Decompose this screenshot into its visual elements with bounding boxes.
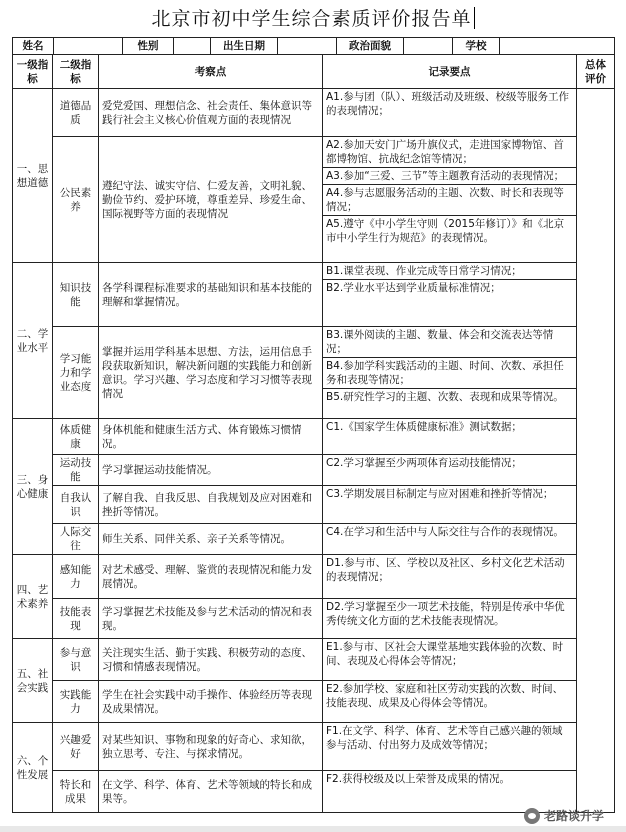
header-overall: 总体评价 [577, 55, 615, 89]
header-level1: 一级指标 [13, 55, 53, 89]
level2-indicator: 技能表现 [53, 599, 99, 639]
table-row [13, 137, 615, 263]
table-row [13, 455, 615, 486]
level1-indicator: 六、个性发展 [13, 723, 53, 813]
observation-point: 身体机能和健康生活方式、体育锻炼习惯情况。 [99, 419, 323, 455]
table-row [13, 639, 615, 681]
name-value[interactable] [54, 38, 123, 54]
record-item: A4.参与志愿服务活动的主题、次数、时长和表现等情况； [323, 185, 576, 216]
level2-indicator: 学习能力和学业态度 [53, 327, 99, 419]
table-row [13, 599, 615, 639]
header-row [13, 55, 615, 89]
record-item: C2.学习掌握至少两项体育运动技能情况； [326, 457, 522, 469]
level2-indicator: 人际交往 [53, 524, 99, 555]
horizontal-scrollbar[interactable] [0, 826, 626, 832]
record-points-cell [323, 486, 577, 524]
record-item: A3.参加“三爱、三节”等主题教育活动的表现情况； [323, 168, 576, 185]
record-item: E1.参与市、区社会大课堂基地实践体验的次数、时间、表现及心得体会等情况； [326, 641, 564, 667]
table-row [13, 524, 615, 555]
observation-point: 遵纪守法、诚实守信、仁爱友善，文明礼貌、勤俭节约、爱护环境，尊重差异、珍爱生命、国际视野等方面的表现情况 [99, 137, 323, 263]
table-row [13, 419, 615, 455]
record-item: F1.在文学、科学、体育、艺术等自己感兴趣的领域参与活动、付出努力及成效等情况； [326, 725, 563, 751]
level2-indicator: 体质健康 [53, 419, 99, 455]
record-item: C4.在学习和生活中与人际交往与合作的表现情况。 [326, 526, 564, 538]
record-points-cell [323, 327, 577, 419]
record-item: C3.学期发展目标制定与应对困难和挫折等情况； [326, 488, 554, 500]
text-cursor [474, 7, 475, 29]
record-item: F2.获得校级及以上荣誉及成果的情况。 [326, 773, 511, 785]
record-points-cell [323, 639, 577, 681]
observation-point: 掌握并运用学科基本思想、方法，运用信息手段获取新知识，解决新问题的实践能力和创新意识。学习兴趣、学习态度和学习习惯等表现情况 [99, 327, 323, 419]
record-item: A2.参加天安门广场升旗仪式，走进国家博物馆、首都博物馆、抗战纪念馆等情况； [323, 137, 576, 168]
level2-indicator: 实践能力 [53, 681, 99, 723]
header-level2: 二级指标 [53, 55, 99, 89]
record-points-cell [323, 524, 577, 555]
observation-point: 师生关系、同伴关系、亲子关系等情况。 [99, 524, 323, 555]
table-row [13, 263, 615, 327]
record-item: B3.课外阅读的主题、数量、体会和交流表达等情况； [323, 327, 576, 358]
gender-value[interactable] [174, 38, 211, 54]
table-row [13, 486, 615, 524]
level2-indicator: 特长和成果 [53, 771, 99, 813]
record-item: E2.参加学校、家庭和社区劳动实践的次数、时间、技能表现、成果及心得体会等情况。 [326, 683, 564, 709]
record-points-cell [323, 263, 577, 327]
record-points-cell [323, 555, 577, 599]
record-item: C1.《国家学生体质健康标准》测试数据； [326, 421, 522, 433]
table-row [13, 555, 615, 599]
record-item: D2.学习掌握至少一项艺术技能，特别是传承中华优秀传统文化方面的艺术技能表现情况。 [326, 601, 565, 627]
level2-indicator: 兴趣爱好 [53, 723, 99, 771]
record-points-cell [323, 599, 577, 639]
record-item: A1.参与团（队）、班级活动及班级、校级等服务工作的表现情况； [326, 91, 569, 117]
birthdate-value[interactable] [278, 38, 337, 54]
birthdate-label: 出生日期 [211, 38, 278, 54]
record-item: D1.参与市、区、学校以及社区、乡村文化艺术活动的表现情况； [326, 557, 565, 583]
observation-point: 爱党爱国、理想信念、社会责任、集体意识等践行社会主义核心价值观方面的表现情况 [99, 89, 323, 137]
level2-indicator: 道德品质 [53, 89, 99, 137]
record-item: B5.研究性学习的主题、次数、表现和成果等情况。 [326, 391, 564, 403]
observation-point: 在文学、科学、体育、艺术等领域的特长和成果等。 [99, 771, 323, 813]
level2-indicator: 感知能力 [53, 555, 99, 599]
record-points-cell [323, 419, 577, 455]
level2-indicator: 知识技能 [53, 263, 99, 327]
table-row [13, 89, 615, 137]
record-item: B4.参加学科实践活动的主题、时间、次数、承担任务和表现等情况； [323, 358, 576, 389]
record-points-cell [323, 89, 577, 137]
level2-indicator: 自我认识 [53, 486, 99, 524]
record-points-cell [323, 455, 577, 486]
table-row [13, 681, 615, 723]
header-records: 记录要点 [323, 55, 577, 89]
observation-point: 对艺术感受、理解、鉴赏的表现情况和能力发展情况。 [99, 555, 323, 599]
school-label: 学校 [453, 38, 500, 54]
level2-indicator: 运动技能 [53, 455, 99, 486]
level2-indicator: 参与意识 [53, 639, 99, 681]
gender-label: 性别 [123, 38, 174, 54]
level1-indicator: 四、艺术素养 [13, 555, 53, 639]
record-points-cell [323, 681, 577, 723]
observation-point: 对某些知识、事物和现象的好奇心、求知欲，独立思考、专注、与探求情况。 [99, 723, 323, 771]
observation-point: 各学科课程标准要求的基础知识和基本技能的理解和掌握情况。 [99, 263, 323, 327]
record-points-cell [323, 723, 577, 771]
observation-point: 了解自我、自我反思、自我规划及应对困难和挫折等情况。 [99, 486, 323, 524]
level1-indicator: 一、思想道德 [13, 89, 53, 263]
level2-indicator: 公民素养 [53, 137, 99, 263]
observation-point: 学生在社会实践中动手操作、体验经历等表现及成果情况。 [99, 681, 323, 723]
observation-point: 学习掌握艺术技能及参与艺术活动的情况和表现。 [99, 599, 323, 639]
student-info-row [13, 38, 615, 55]
overall-evaluation-cell[interactable] [577, 89, 615, 813]
table-row [13, 327, 615, 419]
name-label: 姓名 [13, 38, 54, 54]
table-row [13, 723, 615, 771]
observation-point: 关注现实生活、勤于实践、积极劳动的态度、习惯和情感表现情况。 [99, 639, 323, 681]
watermark: 老路谈升学 [524, 807, 604, 824]
record-item: B2.学业水平达到学业质量标准情况； [326, 282, 501, 294]
evaluation-table [12, 37, 615, 813]
observation-point: 学习掌握运动技能情况。 [99, 455, 323, 486]
wechat-icon [524, 808, 540, 824]
level1-indicator: 五、社会实践 [13, 639, 53, 723]
political-status-value[interactable] [404, 38, 453, 54]
school-value[interactable] [500, 38, 614, 54]
political-status-label: 政治面貌 [337, 38, 404, 54]
page-title: 北京市初中学生综合素质评价报告单 [0, 4, 626, 34]
record-item: B1.课堂表现、作业完成等日常学习情况； [323, 263, 576, 280]
record-points-cell [323, 137, 577, 263]
level1-indicator: 二、学业水平 [13, 263, 53, 419]
record-item: A5.遵守《中小学生守则（2015年修订）》和《北京市中小学生行为规范》的表现情况。 [326, 218, 565, 244]
header-points: 考察点 [99, 55, 323, 89]
level1-indicator: 三、身心健康 [13, 419, 53, 555]
